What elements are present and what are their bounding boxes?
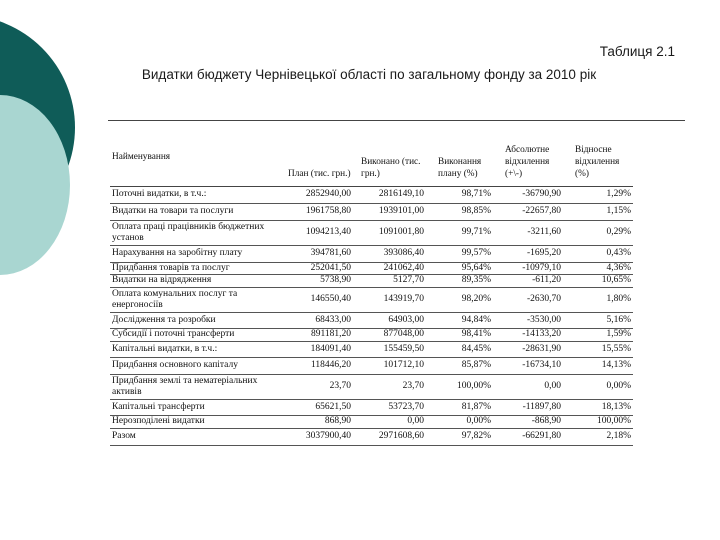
cell-exec: 97,82% bbox=[426, 428, 493, 445]
cell-plan: 252041,50 bbox=[280, 262, 353, 274]
table-row bbox=[110, 428, 633, 445]
cell-plan: 2852940,00 bbox=[280, 186, 353, 203]
cell-exec: 94,84% bbox=[426, 312, 493, 328]
cell-name: Нарахування на заробітну плату bbox=[110, 245, 280, 262]
table-row bbox=[110, 186, 633, 203]
cell-rel: 0,43% bbox=[563, 245, 633, 262]
cell-name: Видатки на товари та послуги bbox=[110, 203, 280, 220]
cell-done: 1939101,00 bbox=[353, 203, 426, 220]
cell-plan: 5738,90 bbox=[280, 274, 353, 287]
cell-plan: 394781,60 bbox=[280, 245, 353, 262]
cell-name: Разом bbox=[110, 428, 280, 445]
cell-done: 155459,50 bbox=[353, 341, 426, 357]
cell-name: Капітальні видатки, в т.ч.: bbox=[110, 341, 280, 357]
cell-exec: 81,87% bbox=[426, 399, 493, 415]
cell-rel: 1,29% bbox=[563, 186, 633, 203]
cell-rel: 4,36% bbox=[563, 262, 633, 274]
cell-done: 23,70 bbox=[353, 374, 426, 399]
table-row bbox=[110, 374, 633, 399]
cell-plan: 868,90 bbox=[280, 415, 353, 428]
table-row bbox=[110, 328, 633, 341]
cell-name: Оплата комунальних послуг та енергоносіїв bbox=[110, 287, 280, 312]
cell-rel: 0,29% bbox=[563, 220, 633, 245]
cell-done: 1091001,80 bbox=[353, 220, 426, 245]
cell-rel: 2,18% bbox=[563, 428, 633, 445]
cell-rel: 10,65% bbox=[563, 274, 633, 287]
cell-rel: 0,00% bbox=[563, 374, 633, 399]
cell-plan: 184091,40 bbox=[280, 341, 353, 357]
table-row bbox=[110, 262, 633, 274]
cell-plan: 3037900,40 bbox=[280, 428, 353, 445]
table-body bbox=[110, 186, 633, 445]
cell-exec: 98,85% bbox=[426, 203, 493, 220]
header-plan: План (тис. грн.) bbox=[288, 168, 351, 179]
cell-abs: -3530,00 bbox=[493, 312, 563, 328]
cell-name: Оплата праці працівників бюджетних установ bbox=[110, 220, 280, 245]
cell-abs: -36790,90 bbox=[493, 186, 563, 203]
cell-abs: -22657,80 bbox=[493, 203, 563, 220]
cell-abs: -14133,20 bbox=[493, 328, 563, 341]
table-row bbox=[110, 220, 633, 245]
cell-plan: 1094213,40 bbox=[280, 220, 353, 245]
table-row bbox=[110, 287, 633, 312]
cell-name: Придбання землі та нематеріальних активів bbox=[110, 374, 280, 399]
cell-done: 877048,00 bbox=[353, 328, 426, 341]
table-row bbox=[110, 274, 633, 287]
cell-exec: 99,57% bbox=[426, 245, 493, 262]
cell-abs: -868,90 bbox=[493, 415, 563, 428]
cell-exec: 84,45% bbox=[426, 341, 493, 357]
cell-name: Капітальні трансферти bbox=[110, 399, 280, 415]
cell-plan: 118446,20 bbox=[280, 357, 353, 374]
cell-rel: 1,59% bbox=[563, 328, 633, 341]
cell-rel: 1,15% bbox=[563, 203, 633, 220]
cell-name: Нерозподілені видатки bbox=[110, 415, 280, 428]
cell-done: 241062,40 bbox=[353, 262, 426, 274]
cell-done: 143919,70 bbox=[353, 287, 426, 312]
cell-abs: -11897,80 bbox=[493, 399, 563, 415]
header-done: Виконано (тис. грн.) bbox=[361, 156, 421, 179]
cell-done: 101712,10 bbox=[353, 357, 426, 374]
cell-done: 5127,70 bbox=[353, 274, 426, 287]
cell-done: 2816149,10 bbox=[353, 186, 426, 203]
cell-done: 0,00 bbox=[353, 415, 426, 428]
cell-exec: 85,87% bbox=[426, 357, 493, 374]
cell-abs: -2630,70 bbox=[493, 287, 563, 312]
cell-plan: 68433,00 bbox=[280, 312, 353, 328]
cell-plan: 23,70 bbox=[280, 374, 353, 399]
cell-name: Видатки на відрядження bbox=[110, 274, 280, 287]
cell-exec: 99,71% bbox=[426, 220, 493, 245]
cell-rel: 1,80% bbox=[563, 287, 633, 312]
cell-abs: -1695,20 bbox=[493, 245, 563, 262]
table-row bbox=[110, 399, 633, 415]
cell-done: 2971608,60 bbox=[353, 428, 426, 445]
table-row bbox=[110, 245, 633, 262]
cell-plan: 1961758,80 bbox=[280, 203, 353, 220]
header-name: Найменування bbox=[112, 151, 171, 162]
cell-exec: 98,71% bbox=[426, 186, 493, 203]
header-divider bbox=[108, 120, 685, 121]
cell-done: 53723,70 bbox=[353, 399, 426, 415]
cell-rel: 5,16% bbox=[563, 312, 633, 328]
cell-abs: 0,00 bbox=[493, 374, 563, 399]
cell-rel: 18,13% bbox=[563, 399, 633, 415]
cell-abs: -66291,80 bbox=[493, 428, 563, 445]
cell-abs: -611,20 bbox=[493, 274, 563, 287]
cell-exec: 98,41% bbox=[426, 328, 493, 341]
header-rel: Відносне відхилення (%) bbox=[575, 144, 620, 179]
cell-name: Поточні видатки, в т.ч.: bbox=[110, 186, 280, 203]
cell-name: Субсидії і поточні трансферти bbox=[110, 328, 280, 341]
cell-exec: 89,35% bbox=[426, 274, 493, 287]
cell-rel: 100,00% bbox=[563, 415, 633, 428]
cell-abs: -28631,90 bbox=[493, 341, 563, 357]
cell-exec: 0,00% bbox=[426, 415, 493, 428]
cell-plan: 891181,20 bbox=[280, 328, 353, 341]
table-row bbox=[110, 203, 633, 220]
budget-table bbox=[110, 128, 633, 446]
cell-plan: 146550,40 bbox=[280, 287, 353, 312]
table-row bbox=[110, 357, 633, 374]
cell-name: Придбання товарів та послуг bbox=[110, 262, 280, 274]
table-row bbox=[110, 341, 633, 357]
header-exec: Виконання плану (%) bbox=[438, 156, 482, 179]
cell-abs: -10979,10 bbox=[493, 262, 563, 274]
cell-exec: 95,64% bbox=[426, 262, 493, 274]
cell-abs: -3211,60 bbox=[493, 220, 563, 245]
cell-rel: 15,55% bbox=[563, 341, 633, 357]
cell-name: Дослідження та розробки bbox=[110, 312, 280, 328]
table-row bbox=[110, 415, 633, 428]
cell-name: Придбання основного капіталу bbox=[110, 357, 280, 374]
cell-rel: 14,13% bbox=[563, 357, 633, 374]
table-caption: Таблиця 2.1 bbox=[599, 44, 675, 59]
cell-plan: 65621,50 bbox=[280, 399, 353, 415]
cell-exec: 100,00% bbox=[426, 374, 493, 399]
cell-done: 64903,00 bbox=[353, 312, 426, 328]
header-abs: Абсолютне відхилення (+\-) bbox=[505, 144, 550, 179]
cell-done: 393086,40 bbox=[353, 245, 426, 262]
cell-exec: 98,20% bbox=[426, 287, 493, 312]
page-title: Видатки бюджету Чернівецької області по загальному фонду за 2010 рік bbox=[141, 67, 597, 82]
cell-abs: -16734,10 bbox=[493, 357, 563, 374]
table-row bbox=[110, 312, 633, 328]
